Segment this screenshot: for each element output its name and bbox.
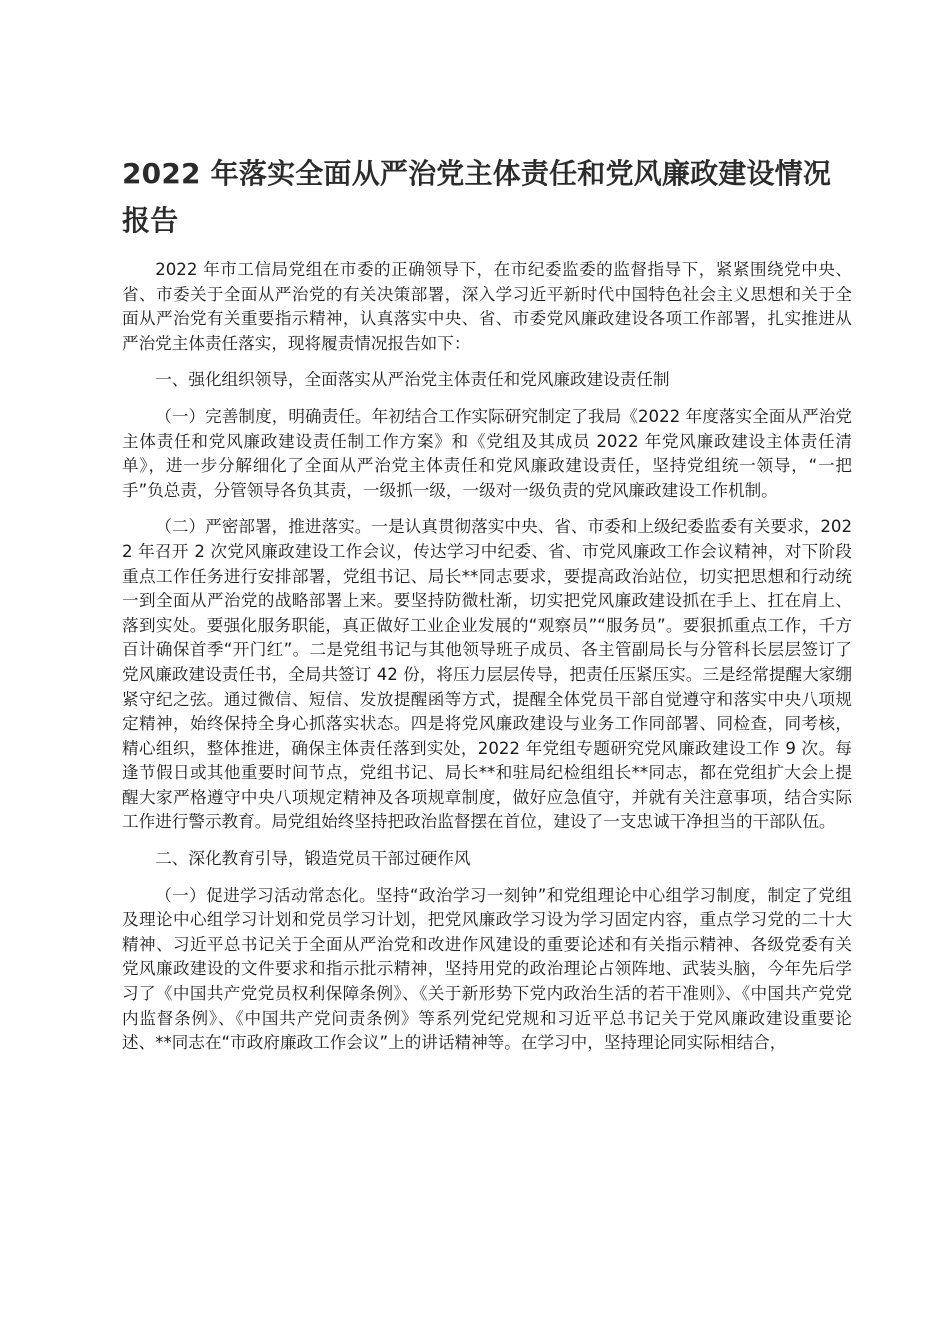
section-1-heading: 一、强化组织领导，全面落实从严治党主体责任和党风廉政建设责任制 <box>155 370 670 390</box>
section-1-paragraph-1: （一）完善制度，明确责任。年初结合工作实际研究制定了我局《2022 年度落实全面从严治党主体责任和党风廉政建设责任制工作方案》和《党组及其成员 2022 年党风廉政建设主体责任清单》，进一步分解细化了全面从严治党主体责任和党风廉政建设责任，坚持党组统一领导，“一把手”负总责，分管领导各负其责，一级抓一级，一级对一级负责的党风廉政建设工作机制。 <box>122 406 852 500</box>
document-body <box>122 150 852 1068</box>
section-1-paragraph-2: （二）严密部署，推进落实。一是认真贯彻落实中央、省、市委和上级纪委监委有关要求，2022 年召开 2 次党风廉政建设工作会议，传达学习中纪委、省、市党风廉政工作会议精神，对下阶段重点工作任务进行安排部署，党组书记、局长**同志要求，要提高政治站位，切实把思想和行动统一到全面从严治党的战略部署上来。要坚持防微杜渐，切实把党风廉政建设抓在手上、扛在肩上、落到实处。要强化服务职能，真正做好工业企业发展的“观察员”“服务员”。要狠抓重点工作，千方百计确保首季“开门红”。二是党组书记与其他领导班子成员、各主管副局长与分管科长层层签订了党风廉政建设责任书，全局共签订 42 份，将压力层层传导，把责任压紧压实。三是经常提醒大家绷紧守纪之弦。通过微信、短信、发放提醒函等方式，提醒全体党员干部自觉遵守和落实中央八项规定精神，始终保持全身心抓落实状态。四是将党风廉政建设与业务工作同部署、同检查，同考核，精心组织，整体推进，确保主体责任落到实处，2022 年党组专题研究党风廉政建设工作 9 次。每逢节假日或其他重要时间节点，党组书记、局长**和驻局纪检组组长**同志，都在党组扩大会上提醒大家严格遵守中央八项规定精神及各项规章制度，做好应急值守，并就有关注意事项，结合实际工作进行警示教育。局党组始终坚持把政治监督摆在首位，建设了一支忠诚干净担当的干部队伍。 <box>122 517 852 832</box>
intro-paragraph: 2022 年市工信局党组在市委的正确领导下，在市纪委监委的监督指导下，紧紧围绕党中央、省、市委关于全面从严治党的有关决策部署，深入学习近平新时代中国特色社会主义思想和关于全面从严治党有关重要指示精神，认真落实中央、省、市委党风廉政建设各项工作部署，扎实推进从严治党主体责任落实，现将履责情况报告如下： <box>122 260 852 353</box>
section-2-paragraph-1: （一）促进学习活动常态化。坚持“政治学习一刻钟”和党组理论中心组学习制度，制定了党组及理论中心组学习计划和党员学习计划，把党风廉政学习设为学习固定内容，重点学习党的二十大精神、习近平总书记关于全面从严治党和改进作风建设的重要论述和有关指示精神、各级党委有关党风廉政建设的文件要求和指示批示精神，坚持用党的政治理论占领阵地、武装头脑，今年先后学习了《中国共产党党员权利保障条例》、《关于新形势下党内政治生活的若干准则》、《中国共产党党内监督条例》、《中国共产党问责条例》等系列党纪党规和习近平总书记关于党风廉政建设重要论述、**同志在“市政府廉政工作会议”上的讲话精神等。在学习中，坚持理论同实际相结合， <box>122 885 852 1053</box>
document-title: 2022 年落实全面从严治党主体责任和党风廉政建设情况报告 <box>122 157 832 237</box>
section-2-heading: 二、深化教育引导，锻造党员干部过硬作风 <box>155 849 471 869</box>
